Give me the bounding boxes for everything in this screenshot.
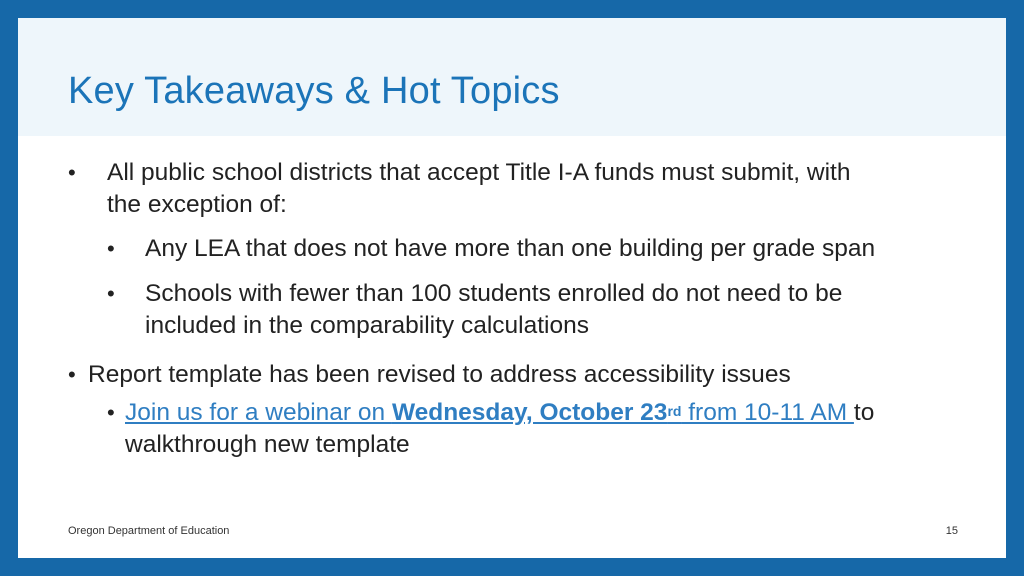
bullet-glyph: • bbox=[107, 281, 115, 306]
webinar-time: from 10-11 AM bbox=[681, 399, 854, 426]
footer-organization: Oregon Department of Education bbox=[68, 525, 230, 537]
webinar-date: Wednesday, October 23 bbox=[391, 399, 668, 426]
slide-content bbox=[18, 18, 1006, 558]
sub-bullet-1b-line-1: Schools with fewer than 100 students enrolled do not need to be bbox=[145, 280, 843, 307]
bullet-2: Report template has been revised to address accessibility issues bbox=[88, 361, 791, 388]
slide-title: Key Takeaways & Hot Topics bbox=[68, 70, 560, 112]
webinar-link-text: Join us for a webinar on bbox=[125, 399, 392, 426]
sub-bullet-2a-line-2: walkthrough new template bbox=[125, 431, 410, 458]
bullet-glyph: • bbox=[107, 400, 115, 425]
bullet-1-line-2: the exception of: bbox=[107, 191, 287, 218]
slide bbox=[18, 18, 1006, 558]
bullet-glyph: • bbox=[68, 160, 76, 185]
bullet-glyph: • bbox=[107, 236, 115, 261]
sub-bullet-1b-line-2: included in the comparability calculations bbox=[145, 312, 589, 339]
webinar-link[interactable] bbox=[125, 399, 854, 426]
sub-bullet-2a-line-1 bbox=[125, 397, 874, 429]
sub-bullet-2a-after-link: to bbox=[853, 399, 875, 426]
bullet-1-line-1: All public school districts that accept Title I-A funds must submit, with bbox=[107, 159, 851, 186]
webinar-date-suffix: rd bbox=[667, 403, 682, 419]
footer-page-number: 15 bbox=[945, 525, 958, 537]
sub-bullet-1a: Any LEA that does not have more than one building per grade span bbox=[145, 235, 876, 262]
bullet-glyph: • bbox=[68, 362, 76, 387]
